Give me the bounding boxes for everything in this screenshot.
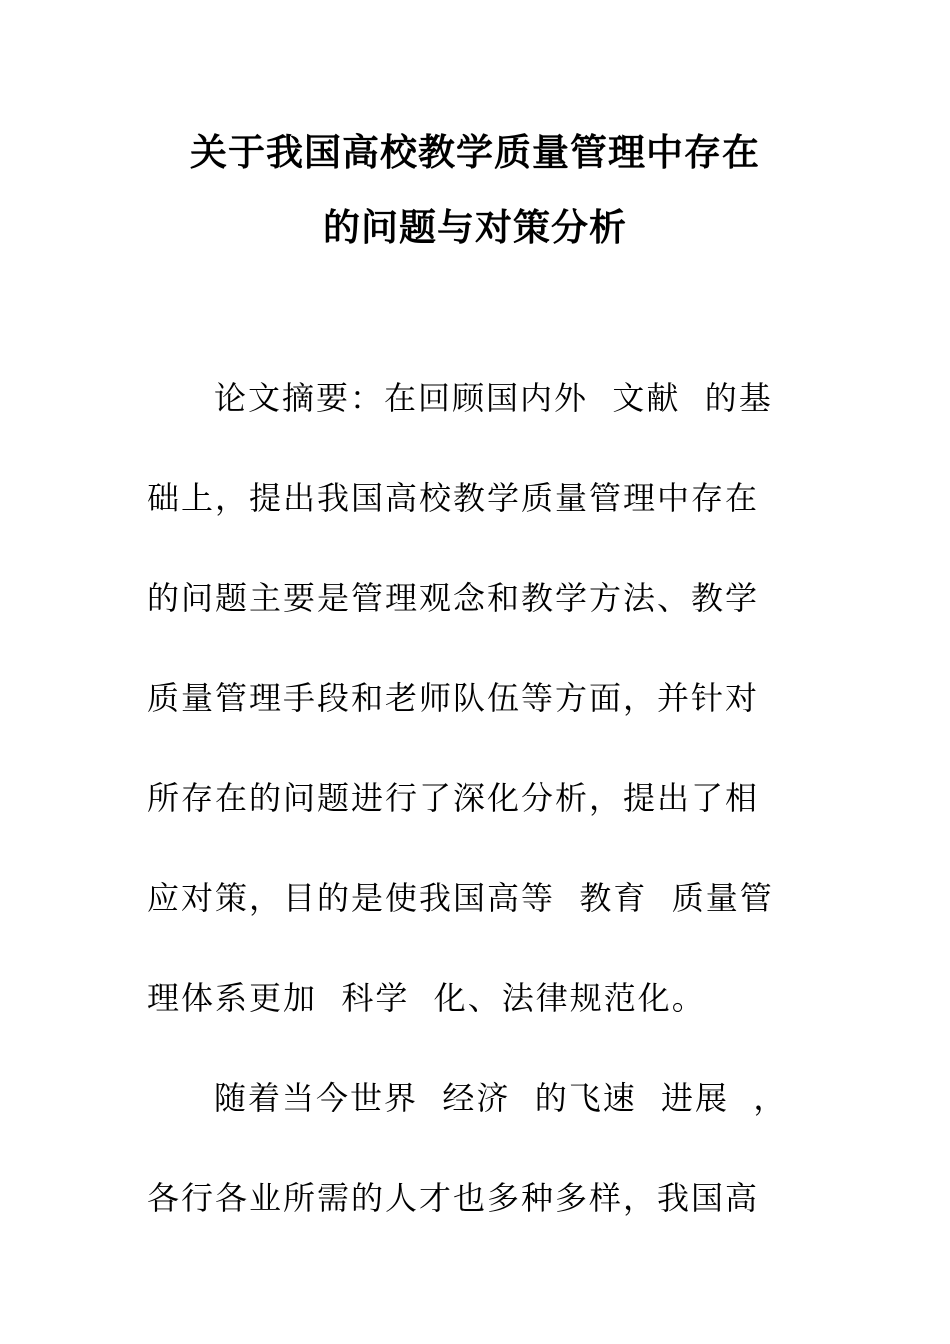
abstract-line-1: 论文摘要：在回顾国内外 文献 的基: [214, 379, 773, 417]
abstract-line-3: 的问题主要是管理观念和教学方法、教学: [147, 579, 760, 617]
paragraph-line-1: 随着当今世界 经济 的飞速 进展 ，: [214, 1079, 788, 1117]
abstract-line-4: 质量管理手段和老师队伍等方面，并针对: [147, 679, 760, 717]
paragraph-line-2: 各行各业所需的人才也多种多样，我国高: [147, 1179, 760, 1217]
abstract-line-2: 础上，提出我国高校教学质量管理中存在: [147, 479, 760, 517]
document-title-line-1: 关于我国高校教学质量管理中存在: [190, 130, 760, 174]
abstract-line-7: 理体系更加 科学 化、法律规范化。: [147, 979, 706, 1017]
abstract-line-5: 所存在的问题进行了深化分析，提出了相: [147, 779, 760, 817]
abstract-line-6: 应对策，目的是使我国高等 教育 质量管: [147, 879, 774, 917]
document-title-line-2: 的问题与对策分析: [323, 205, 627, 249]
